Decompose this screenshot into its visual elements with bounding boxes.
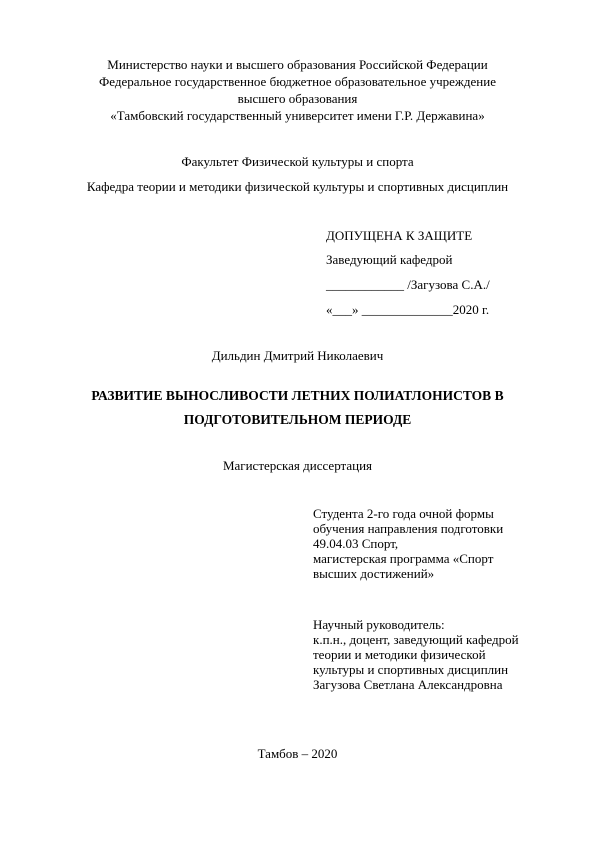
approval-signature-line: ____________ /Загузова С.А./ (326, 277, 490, 292)
student-info-line: магистерская программа «Спорт (313, 551, 494, 566)
institution-type-line: Федеральное государственное бюджетное образовательное учреждение (99, 74, 496, 89)
university-line: «Тамбовский государственный университет имени Г.Р. Державина» (110, 108, 485, 123)
work-type: Магистерская диссертация (222, 458, 373, 473)
approval-date-line: «___» ______________2020 г. (326, 302, 490, 317)
supervisor-info-line: Загузова Светлана Александровна (313, 677, 503, 692)
city-year-footer: Тамбов – 2020 (257, 746, 338, 761)
approval-role: Заведующий кафедрой (326, 252, 453, 267)
student-info-line: высших достижений» (313, 566, 435, 581)
student-info-line: 49.04.03 Спорт, (313, 536, 399, 551)
department-line: Кафедра теории и методики физической культуры и спортивных дисциплин (86, 179, 509, 194)
student-info-line: обучения направления подготовки (313, 521, 504, 536)
thesis-title-line-2: ПОДГОТОВИТЕЛЬНОМ ПЕРИОДЕ (183, 412, 412, 427)
supervisor-info-line: теории и методики физической (313, 647, 486, 662)
student-info-block (313, 506, 503, 581)
supervisor-info-line: к.п.н., доцент, заведующий кафедрой (313, 632, 519, 647)
supervisor-info-block (313, 617, 519, 692)
education-level-line: высшего образования (237, 91, 358, 106)
student-info-line: Студента 2-го года очной формы (313, 506, 494, 521)
supervisor-info-line: Научный руководитель: (313, 617, 445, 632)
supervisor-info-line: культуры и спортивных дисциплин (313, 662, 509, 677)
author-name: Дильдин Дмитрий Николаевич (211, 348, 384, 363)
ministry-line: Министерство науки и высшего образования Российской Федерации (107, 57, 488, 72)
approval-heading: ДОПУЩЕНА К ЗАЩИТЕ (326, 228, 473, 243)
thesis-title-line-1: РАЗВИТИЕ ВЫНОСЛИВОСТИ ЛЕТНИХ ПОЛИАТЛОНИСТОВ В (91, 388, 504, 403)
faculty-line: Факультет Физической культуры и спорта (181, 154, 414, 169)
